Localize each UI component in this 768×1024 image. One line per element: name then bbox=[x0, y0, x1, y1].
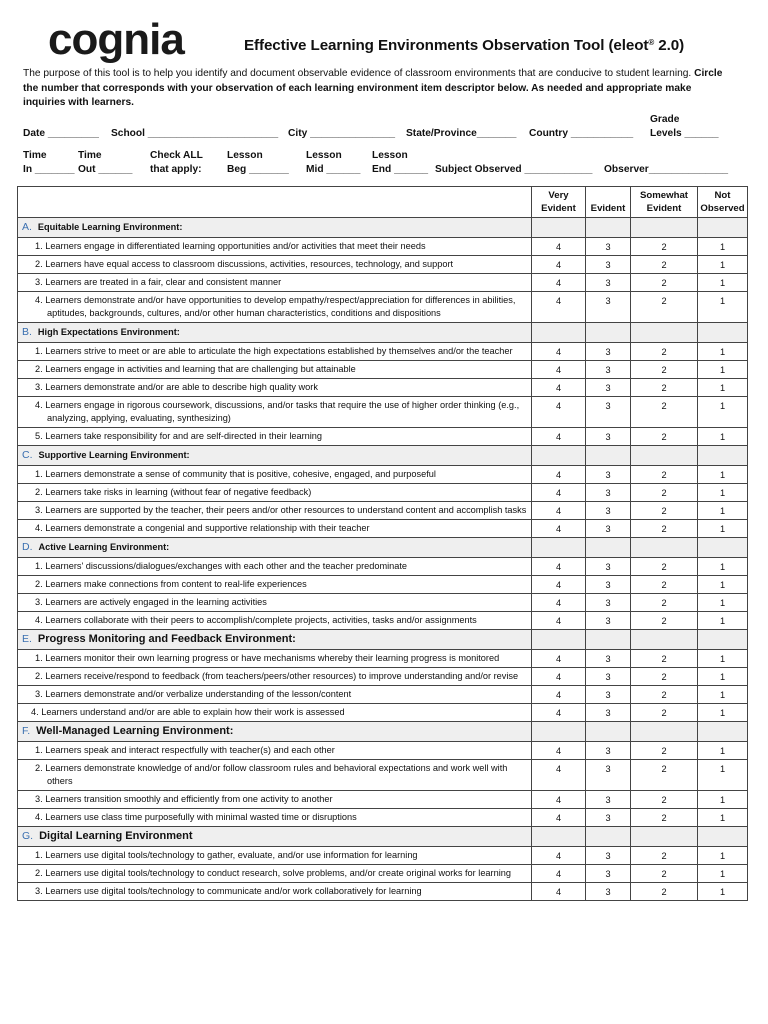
table-row bbox=[18, 343, 748, 361]
time-in-label: Time bbox=[23, 150, 47, 161]
score-option[interactable]: 3 bbox=[586, 809, 631, 827]
score-option[interactable]: 2 bbox=[631, 428, 698, 446]
score-option[interactable]: 4 bbox=[532, 704, 586, 722]
score-option[interactable]: 3 bbox=[586, 343, 631, 361]
score-option[interactable]: 4 bbox=[532, 343, 586, 361]
score-option[interactable]: 4 bbox=[532, 612, 586, 630]
score-option[interactable]: 4 bbox=[532, 594, 586, 612]
section-letter: F. bbox=[22, 725, 31, 737]
table-row bbox=[18, 397, 748, 428]
item-descriptor bbox=[18, 594, 532, 612]
section-empty-cell bbox=[631, 446, 698, 466]
score-option[interactable]: 3 bbox=[586, 612, 631, 630]
section-title-text: Supportive Learning Environment: bbox=[38, 450, 190, 460]
section-empty-cell bbox=[698, 446, 748, 466]
score-option[interactable]: 1 bbox=[698, 791, 748, 809]
score-option[interactable]: 1 bbox=[698, 428, 748, 446]
score-option[interactable]: 3 bbox=[586, 558, 631, 576]
table-row bbox=[18, 428, 748, 446]
item-text: 5. Learners take responsibility for and are self-directed in their learning bbox=[35, 431, 323, 441]
section-empty-cell bbox=[698, 538, 748, 558]
item-text: 3. Learners are treated in a fair, clear and consistent manner bbox=[35, 277, 282, 287]
score-option[interactable]: 3 bbox=[586, 594, 631, 612]
score-option[interactable]: 4 bbox=[532, 361, 586, 379]
item-text: 4. Learners understand and/or are able to explain how their work is assessed bbox=[31, 707, 345, 717]
item-descriptor bbox=[18, 809, 532, 827]
section-row bbox=[18, 538, 748, 558]
score-option[interactable]: 1 bbox=[698, 650, 748, 668]
section-empty-cell bbox=[586, 538, 631, 558]
table-row bbox=[18, 484, 748, 502]
score-option[interactable]: 3 bbox=[586, 428, 631, 446]
score-option[interactable]: 4 bbox=[532, 791, 586, 809]
score-option[interactable]: 3 bbox=[586, 704, 631, 722]
svg-text:cognia: cognia bbox=[48, 18, 184, 64]
item-text: 2. Learners take risks in learning (without fear of negative feedback) bbox=[35, 487, 312, 497]
intro-instruction: Circle the number that corresponds with your observation of each learning environment item descriptor below. As needed and appropriate make inquiries with learners. bbox=[23, 68, 723, 108]
score-option[interactable]: 1 bbox=[698, 397, 748, 428]
item-descriptor bbox=[18, 791, 532, 809]
score-option[interactable]: 3 bbox=[586, 791, 631, 809]
section-row bbox=[18, 446, 748, 466]
observer-field[interactable]: Observer______________ bbox=[604, 164, 729, 175]
lesson-end-label: Lesson bbox=[372, 150, 408, 161]
table-row bbox=[18, 704, 748, 722]
score-option[interactable]: 1 bbox=[698, 612, 748, 630]
score-option[interactable]: 3 bbox=[586, 397, 631, 428]
observation-table bbox=[17, 186, 748, 901]
table-row bbox=[18, 274, 748, 292]
section-title-text: Active Learning Environment: bbox=[38, 542, 170, 552]
score-option[interactable]: 3 bbox=[586, 847, 631, 865]
score-option[interactable]: 3 bbox=[586, 865, 631, 883]
grade-label: Grade bbox=[650, 114, 680, 125]
score-option[interactable]: 1 bbox=[698, 238, 748, 256]
item-descriptor bbox=[18, 343, 532, 361]
score-option[interactable]: 2 bbox=[631, 361, 698, 379]
section-empty-cell bbox=[586, 722, 631, 742]
score-option[interactable]: 1 bbox=[698, 484, 748, 502]
score-option[interactable]: 4 bbox=[532, 428, 586, 446]
section-title bbox=[18, 446, 532, 466]
score-option[interactable]: 3 bbox=[586, 668, 631, 686]
item-text: 1. Learners demonstrate a sense of community that is positive, cohesive, engaged, and purposeful bbox=[35, 469, 436, 479]
score-option[interactable]: 4 bbox=[532, 292, 586, 323]
score-option[interactable]: 2 bbox=[631, 809, 698, 827]
score-option[interactable]: 2 bbox=[631, 650, 698, 668]
section-letter: E. bbox=[22, 633, 32, 645]
section-title-text: Equitable Learning Environment: bbox=[37, 222, 183, 232]
score-option[interactable]: 2 bbox=[631, 343, 698, 361]
table-row bbox=[18, 520, 748, 538]
score-option[interactable]: 1 bbox=[698, 361, 748, 379]
grade-levels-field[interactable]: Levels ______ bbox=[650, 128, 719, 139]
header-somewhat-evident: Somewhat Evident bbox=[631, 187, 698, 218]
section-empty-cell bbox=[586, 218, 631, 238]
table-row bbox=[18, 865, 748, 883]
table-row bbox=[18, 883, 748, 901]
item-descriptor bbox=[18, 466, 532, 484]
score-option[interactable]: 2 bbox=[631, 379, 698, 397]
date-field[interactable]: Date _________ bbox=[23, 128, 99, 139]
score-option[interactable]: 2 bbox=[631, 686, 698, 704]
check-all-label-2: that apply: bbox=[150, 164, 202, 175]
item-descriptor bbox=[18, 274, 532, 292]
score-option[interactable]: 1 bbox=[698, 865, 748, 883]
score-option[interactable]: 3 bbox=[586, 650, 631, 668]
time-out-label: Time bbox=[78, 150, 102, 161]
section-row bbox=[18, 722, 748, 742]
score-option[interactable]: 4 bbox=[532, 558, 586, 576]
score-option[interactable]: 2 bbox=[631, 238, 698, 256]
score-option[interactable]: 2 bbox=[631, 466, 698, 484]
section-title bbox=[18, 323, 532, 343]
score-option[interactable]: 1 bbox=[698, 466, 748, 484]
score-option[interactable]: 3 bbox=[586, 883, 631, 901]
score-option[interactable]: 4 bbox=[532, 760, 586, 791]
section-empty-cell bbox=[631, 827, 698, 847]
section-row bbox=[18, 218, 748, 238]
table-row bbox=[18, 650, 748, 668]
item-text: 1. Learners' discussions/dialogues/exchanges with each other and the teacher predominate bbox=[35, 561, 408, 571]
item-text: 1. Learners engage in differentiated learning opportunities and/or activities that meet their needs bbox=[35, 241, 426, 251]
section-title bbox=[18, 218, 532, 238]
score-option[interactable]: 3 bbox=[586, 502, 631, 520]
item-text: 3. Learners are actively engaged in the learning activities bbox=[35, 597, 267, 607]
item-descriptor bbox=[18, 558, 532, 576]
score-option[interactable]: 4 bbox=[532, 847, 586, 865]
score-option[interactable]: 3 bbox=[586, 379, 631, 397]
item-text: 1. Learners monitor their own learning progress or have mechanisms whereby their learning progress is monitored bbox=[35, 653, 500, 663]
item-descriptor bbox=[18, 865, 532, 883]
score-option[interactable]: 3 bbox=[586, 238, 631, 256]
table-row bbox=[18, 292, 748, 323]
item-descriptor bbox=[18, 650, 532, 668]
item-descriptor bbox=[18, 686, 532, 704]
item-descriptor bbox=[18, 361, 532, 379]
item-text: 4. Learners engage in rigorous coursework, discussions, and/or tasks that require the use of higher order thinking (e.g., analyzing, applying, evaluating, synthesizing) bbox=[35, 400, 520, 423]
cognia-logo bbox=[48, 18, 210, 64]
section-empty-cell bbox=[532, 827, 586, 847]
table-row bbox=[18, 594, 748, 612]
score-option[interactable]: 4 bbox=[532, 668, 586, 686]
score-option[interactable]: 2 bbox=[631, 847, 698, 865]
score-option[interactable]: 1 bbox=[698, 379, 748, 397]
section-empty-cell bbox=[532, 722, 586, 742]
score-option[interactable]: 3 bbox=[586, 576, 631, 594]
score-option[interactable]: 4 bbox=[532, 238, 586, 256]
score-option[interactable]: 4 bbox=[532, 686, 586, 704]
item-text: 3. Learners are supported by the teacher, their peers and/or other resources to understand content and accomplish tasks bbox=[35, 505, 527, 515]
score-option[interactable]: 4 bbox=[532, 883, 586, 901]
score-option[interactable]: 4 bbox=[532, 576, 586, 594]
score-option[interactable]: 1 bbox=[698, 292, 748, 323]
item-text: 2. Learners make connections from content to real-life experiences bbox=[35, 579, 307, 589]
section-title bbox=[18, 722, 532, 742]
section-empty-cell bbox=[698, 722, 748, 742]
section-empty-cell bbox=[698, 630, 748, 650]
table-row bbox=[18, 742, 748, 760]
time-in-field[interactable]: In _______ bbox=[23, 164, 75, 175]
section-title bbox=[18, 630, 532, 650]
table-row bbox=[18, 361, 748, 379]
lesson-end-field[interactable]: End ______ bbox=[372, 164, 429, 175]
score-option[interactable]: 2 bbox=[631, 742, 698, 760]
item-text: 3. Learners transition smoothly and efficiently from one activity to another bbox=[35, 794, 333, 804]
score-option[interactable]: 4 bbox=[532, 502, 586, 520]
section-empty-cell bbox=[631, 323, 698, 343]
item-text: 2. Learners use digital tools/technology to conduct research, solve problems, and/or create original works for learning bbox=[35, 868, 511, 878]
score-option[interactable]: 2 bbox=[631, 484, 698, 502]
table-row bbox=[18, 847, 748, 865]
score-option[interactable]: 1 bbox=[698, 520, 748, 538]
header-very-evident: Very Evident bbox=[532, 187, 586, 218]
score-option[interactable]: 2 bbox=[631, 292, 698, 323]
item-descriptor bbox=[18, 704, 532, 722]
item-descriptor bbox=[18, 397, 532, 428]
state-field[interactable]: State/Province_______ bbox=[406, 128, 517, 139]
score-option[interactable]: 1 bbox=[698, 847, 748, 865]
section-empty-cell bbox=[532, 323, 586, 343]
score-option[interactable]: 1 bbox=[698, 274, 748, 292]
section-letter: A. bbox=[22, 221, 32, 233]
score-option[interactable]: 4 bbox=[532, 520, 586, 538]
score-option[interactable]: 1 bbox=[698, 742, 748, 760]
score-option[interactable]: 4 bbox=[532, 742, 586, 760]
score-option[interactable]: 3 bbox=[586, 484, 631, 502]
score-option[interactable]: 2 bbox=[631, 668, 698, 686]
city-field[interactable]: City _______________ bbox=[288, 128, 396, 139]
item-text: 4. Learners use class time purposefully with minimal wasted time or disruptions bbox=[35, 812, 357, 822]
item-descriptor bbox=[18, 668, 532, 686]
item-text: 4. Learners demonstrate and/or have opportunities to develop empathy/respect/appreciation for differences in abilities, aptitudes, backgrounds, cultures, and/or other human characteristics, conditions and dispositions bbox=[35, 295, 516, 318]
section-empty-cell bbox=[631, 630, 698, 650]
score-option[interactable]: 4 bbox=[532, 650, 586, 668]
section-empty-cell bbox=[532, 446, 586, 466]
section-title bbox=[18, 827, 532, 847]
header-not-observed: Not Observed bbox=[698, 187, 748, 218]
score-option[interactable]: 1 bbox=[698, 686, 748, 704]
score-option[interactable]: 1 bbox=[698, 343, 748, 361]
score-option[interactable]: 2 bbox=[631, 612, 698, 630]
score-option[interactable]: 3 bbox=[586, 742, 631, 760]
section-empty-cell bbox=[698, 218, 748, 238]
item-text: 1. Learners strive to meet or are able to articulate the high expectations established by themselves and/or the teacher bbox=[35, 346, 513, 356]
section-empty-cell bbox=[698, 323, 748, 343]
table-row bbox=[18, 466, 748, 484]
item-descriptor bbox=[18, 576, 532, 594]
table-row bbox=[18, 256, 748, 274]
score-option[interactable]: 2 bbox=[631, 397, 698, 428]
table-row bbox=[18, 612, 748, 630]
lesson-mid-label: Lesson bbox=[306, 150, 342, 161]
item-descriptor bbox=[18, 742, 532, 760]
section-title-text: Digital Learning Environment bbox=[39, 830, 193, 842]
score-option[interactable]: 2 bbox=[631, 274, 698, 292]
item-text: 2. Learners demonstrate knowledge of and/or follow classroom rules and behavioral expectations and work well with others bbox=[35, 763, 508, 786]
score-option[interactable]: 3 bbox=[586, 274, 631, 292]
score-option[interactable]: 1 bbox=[698, 558, 748, 576]
score-option[interactable]: 2 bbox=[631, 760, 698, 791]
table-row bbox=[18, 791, 748, 809]
score-option[interactable]: 3 bbox=[586, 760, 631, 791]
score-option[interactable]: 4 bbox=[532, 274, 586, 292]
score-option[interactable]: 4 bbox=[532, 484, 586, 502]
score-option[interactable]: 1 bbox=[698, 760, 748, 791]
score-option[interactable]: 2 bbox=[631, 791, 698, 809]
score-option[interactable]: 3 bbox=[586, 256, 631, 274]
page-title: Effective Learning Environments Observation Tool (eleot® 2.0) bbox=[244, 37, 685, 54]
item-descriptor bbox=[18, 484, 532, 502]
score-option[interactable]: 3 bbox=[586, 292, 631, 323]
header-evident: Evident bbox=[586, 187, 631, 218]
table-row bbox=[18, 809, 748, 827]
score-option[interactable]: 1 bbox=[698, 256, 748, 274]
score-option[interactable]: 2 bbox=[631, 704, 698, 722]
intro-plain: The purpose of this tool is to help you identify and document observable evidence of classroom environments that are conducive to student learning. bbox=[23, 68, 692, 79]
time-out-field[interactable]: Out ______ bbox=[78, 164, 133, 175]
section-empty-cell bbox=[532, 218, 586, 238]
score-option[interactable]: 2 bbox=[631, 558, 698, 576]
item-descriptor bbox=[18, 760, 532, 791]
score-option[interactable]: 1 bbox=[698, 883, 748, 901]
score-option[interactable]: 4 bbox=[532, 397, 586, 428]
section-row bbox=[18, 630, 748, 650]
item-text: 3. Learners demonstrate and/or verbalize understanding of the lesson/content bbox=[35, 689, 352, 699]
section-title-text: High Expectations Environment: bbox=[37, 327, 180, 337]
table-row bbox=[18, 576, 748, 594]
item-text: 4. Learners demonstrate a congenial and supportive relationship with their teacher bbox=[35, 523, 370, 533]
section-empty-cell bbox=[631, 218, 698, 238]
score-option[interactable]: 1 bbox=[698, 594, 748, 612]
item-descriptor bbox=[18, 379, 532, 397]
section-title-text: Progress Monitoring and Feedback Environment: bbox=[37, 633, 296, 645]
score-option[interactable]: 2 bbox=[631, 256, 698, 274]
score-option[interactable]: 1 bbox=[698, 668, 748, 686]
score-option[interactable]: 1 bbox=[698, 809, 748, 827]
section-empty-cell bbox=[532, 538, 586, 558]
item-descriptor bbox=[18, 238, 532, 256]
item-text: 4. Learners collaborate with their peers to accomplish/complete projects, activities, tasks and/or assignments bbox=[35, 615, 477, 625]
section-empty-cell bbox=[532, 630, 586, 650]
item-descriptor bbox=[18, 847, 532, 865]
table-row bbox=[18, 502, 748, 520]
table-row bbox=[18, 686, 748, 704]
score-option[interactable]: 2 bbox=[631, 883, 698, 901]
score-option[interactable]: 2 bbox=[631, 502, 698, 520]
score-option[interactable]: 4 bbox=[532, 256, 586, 274]
subject-field[interactable]: Subject Observed ____________ bbox=[435, 164, 593, 175]
section-empty-cell bbox=[586, 827, 631, 847]
score-option[interactable]: 1 bbox=[698, 502, 748, 520]
section-row bbox=[18, 323, 748, 343]
item-text: 2. Learners have equal access to classroom discussions, activities, resources, technology, and support bbox=[35, 259, 454, 269]
lesson-beg-field[interactable]: Beg _______ bbox=[227, 164, 289, 175]
score-option[interactable]: 4 bbox=[532, 865, 586, 883]
score-option[interactable]: 1 bbox=[698, 704, 748, 722]
score-option[interactable]: 2 bbox=[631, 594, 698, 612]
table-row bbox=[18, 379, 748, 397]
section-empty-cell bbox=[631, 722, 698, 742]
section-title bbox=[18, 538, 532, 558]
section-letter: G. bbox=[22, 830, 34, 842]
country-field[interactable]: Country ___________ bbox=[529, 128, 634, 139]
item-descriptor bbox=[18, 520, 532, 538]
item-descriptor bbox=[18, 428, 532, 446]
item-descriptor bbox=[18, 502, 532, 520]
descriptor-header bbox=[18, 187, 532, 218]
table-header-row bbox=[18, 187, 748, 218]
item-text: 2. Learners engage in activities and learning that are challenging but attainable bbox=[35, 364, 356, 374]
section-empty-cell bbox=[698, 827, 748, 847]
score-option[interactable]: 4 bbox=[532, 809, 586, 827]
school-field[interactable]: School _______________________ bbox=[111, 128, 279, 139]
section-empty-cell bbox=[586, 446, 631, 466]
section-empty-cell bbox=[586, 323, 631, 343]
section-empty-cell bbox=[586, 630, 631, 650]
table-row bbox=[18, 760, 748, 791]
table-row bbox=[18, 238, 748, 256]
score-option[interactable]: 2 bbox=[631, 576, 698, 594]
intro-paragraph bbox=[23, 67, 723, 111]
check-all-label: Check ALL bbox=[150, 150, 203, 161]
item-descriptor bbox=[18, 612, 532, 630]
lesson-beg-label: Lesson bbox=[227, 150, 263, 161]
section-letter: C. bbox=[22, 449, 33, 461]
item-text: 3. Learners use digital tools/technology to communicate and/or work collaboratively for learning bbox=[35, 886, 422, 896]
lesson-mid-field[interactable]: Mid ______ bbox=[306, 164, 361, 175]
section-letter: B. bbox=[22, 326, 32, 338]
score-option[interactable]: 3 bbox=[586, 361, 631, 379]
section-title-text: Well-Managed Learning Environment: bbox=[36, 725, 234, 737]
item-descriptor bbox=[18, 256, 532, 274]
item-descriptor bbox=[18, 292, 532, 323]
section-row bbox=[18, 827, 748, 847]
score-option[interactable]: 4 bbox=[532, 466, 586, 484]
score-option[interactable]: 3 bbox=[586, 686, 631, 704]
score-option[interactable]: 2 bbox=[631, 865, 698, 883]
table-row bbox=[18, 558, 748, 576]
score-option[interactable]: 3 bbox=[586, 466, 631, 484]
item-text: 1. Learners use digital tools/technology to gather, evaluate, and/or use information for learning bbox=[35, 850, 418, 860]
score-option[interactable]: 1 bbox=[698, 576, 748, 594]
score-option[interactable]: 2 bbox=[631, 520, 698, 538]
item-text: 3. Learners demonstrate and/or are able to describe high quality work bbox=[35, 382, 318, 392]
item-text: 1. Learners speak and interact respectfully with teacher(s) and each other bbox=[35, 745, 335, 755]
score-option[interactable]: 3 bbox=[586, 520, 631, 538]
section-empty-cell bbox=[631, 538, 698, 558]
section-letter: D. bbox=[22, 541, 33, 553]
item-text: 2. Learners receive/respond to feedback (from teachers/peers/other resources) to improve understanding and/or revise bbox=[35, 671, 519, 681]
score-option[interactable]: 4 bbox=[532, 379, 586, 397]
item-descriptor bbox=[18, 883, 532, 901]
table-row bbox=[18, 668, 748, 686]
